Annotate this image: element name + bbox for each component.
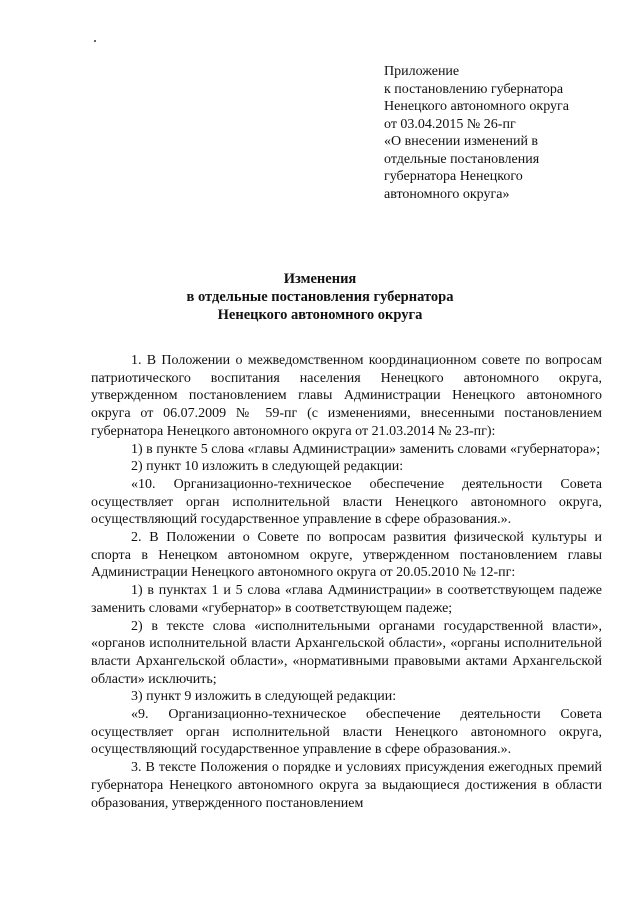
appendix-line: от 03.04.2015 № 26-пг — [384, 116, 516, 132]
title-line: в отдельные постановления губернатора — [186, 289, 454, 305]
scan-speck — [94, 40, 96, 42]
paragraph: «9. Организационно-техническое обеспечение деятельности Совета осуществляет орган исполнительной власти Ненецкого автономного округа, осуществляющий государственное управление в сфере образования.». — [91, 707, 602, 758]
document-body — [91, 352, 602, 812]
paragraph: 1. В Положении о межведомственном координационном совете по вопросам патриотического воспитания населения Ненецкого автономного округа, утвержденном постановлением главы Администрации Ненецкого автономного округа от 06.07.2009 № 59-пг (с изменениями, внесенными постановлением губернатора Ненецкого автономного округа от 21.03.2014 № 23-пг): — [91, 353, 602, 439]
paragraph: 2) пункт 10 изложить в следующей редакции: — [131, 459, 404, 475]
appendix-line: автономного округа» — [384, 186, 510, 202]
appendix-line: губернатора Ненецкого — [384, 169, 523, 184]
title-line: Ненецкого автономного округа — [217, 307, 423, 323]
paragraph: 1) в пунктах 1 и 5 слова «глава Администрации» в соответствующем падеже заменить словами «губернатор» в соответствующем падеже; — [91, 583, 602, 616]
paragraph: «10. Организационно-техническое обеспечение деятельности Совета осуществляет орган исполнительной власти Ненецкого автономного округа, осуществляющий государственное управление в сфере образования.». — [91, 476, 602, 528]
appendix-line: «О внесении изменений в — [384, 134, 539, 149]
title-line: Изменения — [283, 271, 357, 287]
paragraph: 2) в тексте слова «исполнительными органами государственной власти», «органов исполнительной власти Архангельской области», «органы исполнительной власти Архангельской области», «нормативными правовыми актами Архангельской области» исключить; — [91, 618, 602, 687]
appendix-header — [384, 63, 624, 203]
paragraph: 1) в пункте 5 слова «главы Администрации» заменить словами «губернатора»; — [131, 441, 601, 457]
paragraph: 3) пункт 9 изложить в следующей редакции: — [131, 689, 397, 705]
document-title — [0, 270, 640, 324]
appendix-line: Ненецкого автономного округа — [384, 99, 569, 114]
paragraph: 3. В тексте Положения о порядке и условиях присуждения ежегодных премий губернатора Ненецкого автономного округа за выдающиеся достижения в области образования, утвержденного постановлением — [91, 760, 602, 811]
paragraph: 2. В Положении о Совете по вопросам развития физической культуры и спорта в Ненецком автономном округе, утвержденном постановлением главы Администрации Ненецкого автономного округа от 20.05.2010 № 12-пг: — [91, 530, 602, 581]
appendix-line: отдельные постановления — [384, 151, 540, 167]
appendix-line: Приложение — [384, 64, 460, 79]
appendix-line: к постановлению губернатора — [384, 81, 564, 97]
